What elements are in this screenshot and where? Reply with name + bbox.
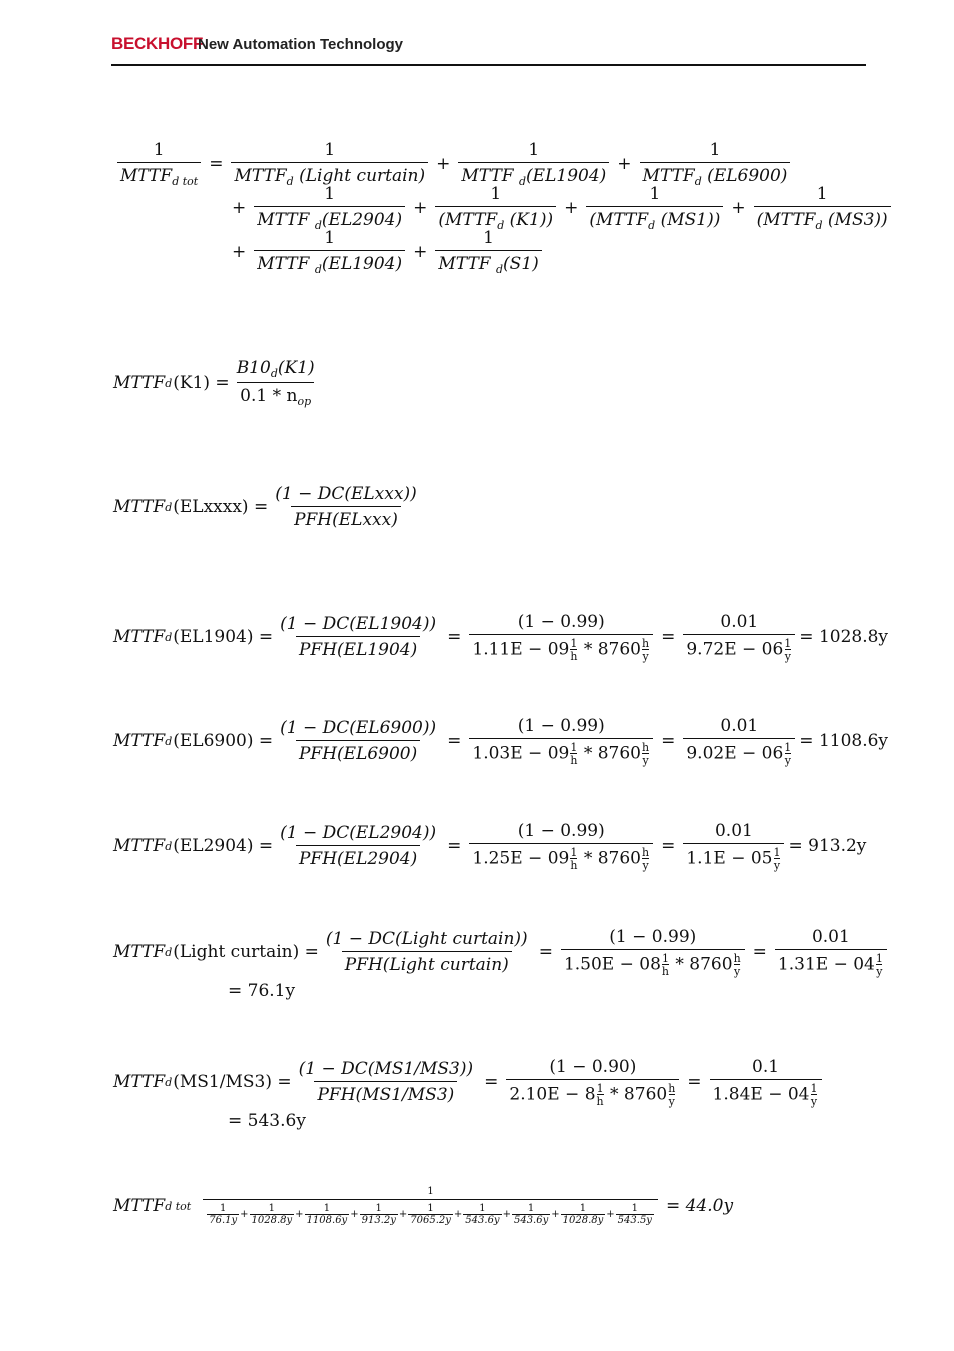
final-term-fraction: $\frac{1}{1108.6y}$ — [306, 1203, 348, 1226]
equation-mttf-el6900: MTTF d (EL6900) = $\frac{(1 - DC(EL6900))}{\text{PFH(EL6900)}}$ = (1 − 0.99) 1.03E − 09 $\frac{1}{h}$ * 8760 $\frac{h}{y}$ = 0.01 9.02E − 06 $\frac{1}{y}$ = 1108.6y — [113, 716, 889, 767]
plus-sign: + — [453, 1209, 463, 1220]
final-term-fraction: $\frac{1}{913.2y}$ — [361, 1203, 396, 1226]
final-fraction: 1 $\frac{1}{76.1y}$ + $\frac{1}{1028.8y}$ + $\frac{1}{1108.6y}$ + $\frac{1}{913.2y}$ + $\frac{1}{7065.2y}$ + $\frac{1}{543.6y}$ + $\frac{1}{543.6y}$ + $\frac{1}{1028.8y}$ + $\frac{1}{543.5y}$ — [203, 1186, 658, 1226]
term-fraction: $\frac{1}{(MTTF_d (K1))}$ — [435, 184, 556, 232]
term-fraction: $\frac{1}{MTTF_d (Light curtain)}$ — [231, 140, 428, 188]
plus-sign: + — [240, 1209, 249, 1220]
plus-sign: + — [350, 1209, 359, 1220]
term-fraction: $\frac{1}{MTTF_d (EL6900)}$ — [640, 140, 791, 188]
equation-mttf-elxxxx: MTTF d (ELxxxx) = $\frac{\text{(1 − DC(ELxxx))}}{\text{PFH(ELxxx)}}$ — [113, 484, 424, 530]
equation-mttf-el2904: MTTF d (EL2904) = $\frac{(1 - DC(EL2904))}{\text{PFH(EL2904)}}$ = (1 − 0.99) 1.25E − 09 $\frac{1}{h}$ * 8760 $\frac{h}{y}$ = 0.01 1.1E − 05 $\frac{1}{y}$ = 913.2y — [113, 821, 867, 872]
final-term-fraction: $\frac{1}{1028.8y}$ — [251, 1203, 293, 1226]
final-term-fraction: $\frac{1}{543.6y}$ — [465, 1203, 500, 1226]
tagline: New Automation Technology — [198, 36, 403, 53]
plus-sign: + — [398, 1209, 408, 1220]
plus-sign: + — [551, 1209, 560, 1220]
page-header — [111, 30, 866, 66]
beckhoff-logo: BECKHOFF — [111, 34, 204, 53]
k1-fraction: $\frac{B10_d(K1)}{0.1 * n_{op}}$ — [236, 358, 315, 408]
equation-mttf-el1904: MTTF d (EL1904) = $\frac{(1 - DC(EL1904))}{\text{PFH(EL1904)}}$ = (1 − 0.99) 1.11E − 09 $\frac{1}{h}$ * 8760 $\frac{h}{y}$ = 0.01 9.72E − 06 $\frac{1}{y}$ = 1028.8y — [113, 612, 889, 663]
plus-sign: + — [606, 1209, 615, 1220]
term-fraction: $\frac{1}{(MTTF_d (MS1))}$ — [586, 184, 723, 232]
equation-mttf-light-curtain: MTTF d (Light curtain) = $\frac{\text{(1 − DC(Light curtain))}}{\text{PFH(Light curtain)}}$ = (1 − 0.99) 1.50E − 08 $\frac{1}{h}$ * 8760 $\frac{h}{y}$ = 0.01 1.31E − 04 $\frac{1}{y}$ = 76.1y — [113, 927, 891, 1001]
final-term-fraction: $\frac{1}{543.6y}$ — [513, 1203, 549, 1226]
term-fraction: $\frac{1}{MTTF _d(EL1904)}$ — [254, 228, 405, 276]
equation-mttf-ms1-ms3: MTTF d (MS1/MS3) = $\frac{(1 - DC(MS1/MS3))}{\text{PFH(MS1/MS3)}}$ = (1 − 0.90) 2.10E − 8 $\frac{1}{h}$ * 8760 $\frac{h}{y}$ = 0.1 1.84E − 04 $\frac{1}{y}$ = 543.6y — [113, 1057, 826, 1131]
final-term-fraction: $\frac{1}{7065.2y}$ — [410, 1203, 451, 1226]
term-fraction: $\frac{1}{MTTF _d(EL1904)}$ — [458, 140, 609, 188]
equation-mttf-k1: MTTF d (K1) = $\frac{B10_d(K1)}{0.1 * n_{op}}$ — [113, 358, 322, 408]
final-term-fraction: $\frac{1}{543.5y}$ — [617, 1203, 652, 1226]
final-term-fraction: $\frac{1}{76.1y}$ — [209, 1203, 238, 1226]
term-fraction: $\frac{1}{(MTTF_d (MS3))}$ — [754, 184, 891, 232]
lhs-fraction: $\frac{1}{MTTF_{d tot}}$ — [117, 140, 201, 188]
equation-mttf-total-result: MTTF d tot 1 $\frac{1}{76.1y}$ + $\frac{1}{1028.8y}$ + $\frac{1}{1108.6y}$ + $\frac{1}{913.2y}$ + $\frac{1}{7065.2y}$ + $\frac{1}{543.6y}$ + $\frac{1}{543.6y}$ + $\frac{1}{1028.8y}$ + $\frac{1}{543.5y}$ = 44.0y — [113, 1186, 734, 1226]
equation-mttf-total: $\frac{1}{MTTF_{d tot}}$ = $\frac{1}{MTTF_d (Light curtain)}$ + $\frac{1}{MTTF _d(EL1904)}$ + $\frac{1}{MTTF_d (EL6900)}$ + $\frac{1}{MTTF _d(EL2904)}$ + $\frac{1}{(MTTF_d (K1))}$ + $\frac{1}{(MTTF_d (MS1))}$ + $\frac{1}{(MTTF_d (MS3))}$ + $\frac{1}{MTTF _d(EL1904)}$ + $\frac{1}{MTTF _d(S1)}$ — [113, 140, 895, 276]
final-term-fraction: $\frac{1}{1028.8y}$ — [562, 1203, 604, 1226]
term-fraction: $\frac{1}{MTTF _d(EL2904)}$ — [254, 184, 405, 232]
plus-sign: + — [295, 1209, 304, 1220]
plus-sign: + — [502, 1209, 511, 1220]
elxxxx-fraction: $\frac{\text{(1 − DC(ELxxx))}}{\text{PFH(ELxxx)}}$ — [275, 484, 417, 530]
term-fraction: $\frac{1}{MTTF _d(S1)}$ — [435, 228, 541, 276]
